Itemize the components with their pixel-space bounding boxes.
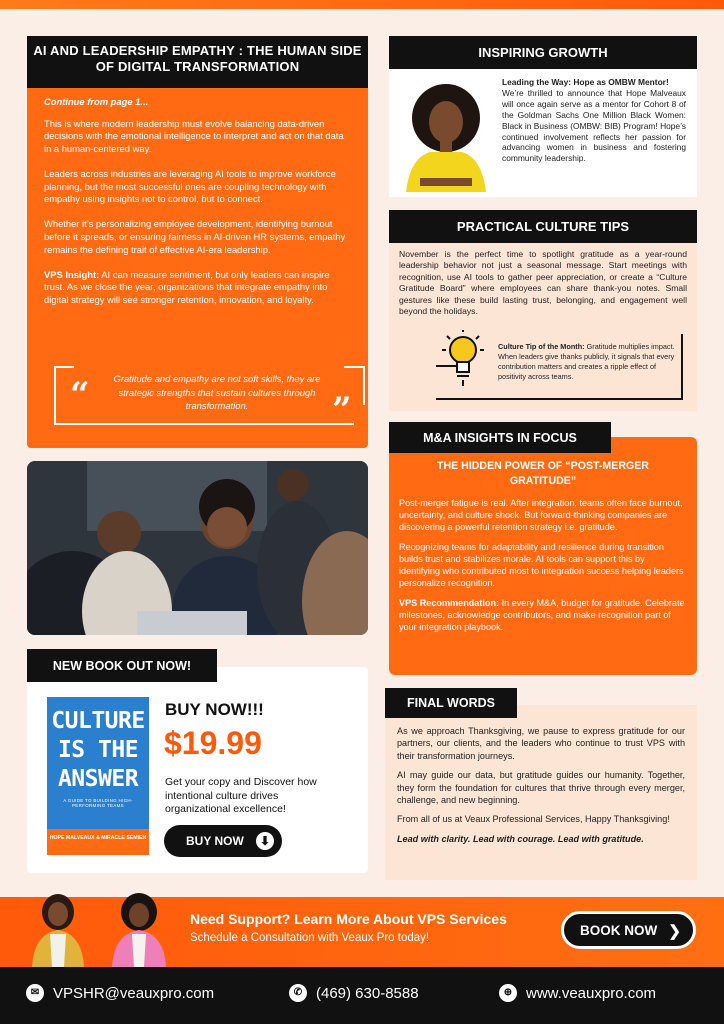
mna-header: M&A INSIGHTS IN FOCUS [389, 422, 611, 453]
buy-now-button[interactable] [164, 825, 282, 857]
tip-text: Gratitude multiplies impact. When leaders give thanks publicly, it signals that every contribution matters and creates a ripple effect of positivity across teams. [498, 342, 675, 381]
cover-title-line: ANSWER [57, 766, 139, 792]
support-headline: Need Support? Learn More About VPS Services [190, 911, 507, 927]
insight-label: VPS Insight: [44, 268, 100, 280]
buy-now-button-label: BUY NOW [186, 834, 244, 848]
final-words-body [397, 725, 685, 852]
cover-title [47, 707, 149, 794]
article-insight [44, 269, 352, 307]
email-text: VPSHR@veauxpro.com [53, 984, 215, 1002]
book-header: NEW BOOK OUT NOW! [27, 649, 217, 682]
tip-of-month [498, 342, 676, 382]
tips-body: November is the perfect time to spotlight gratitude as a year-round leadership behavior not just a seasonal message. Start meetings with recognition, use AI tools to gather peer appreciation, or create a “Culture Gratitude Board” where employees can share thank-you notes. Small gestures like these build lasting trust, belonging, and engagement well beyond the holidays. [399, 249, 687, 317]
article-card [27, 36, 368, 448]
phone-icon: ✆ [289, 984, 307, 1002]
book-price: $19.99 [164, 725, 262, 761]
final-words-header: FINAL WORDS [385, 688, 517, 718]
recommendation-label: VPS Recommendation: [399, 598, 500, 608]
pull-quote: Gratitude and empathy are not soft skills, they are strategic strengths that sustain cultures through transformation. [113, 373, 321, 411]
continued-note: Continue from page 1... [44, 96, 149, 107]
quote-close-icon: ” [332, 390, 352, 430]
mna-body [399, 497, 687, 641]
download-icon: ⬇ [256, 832, 274, 850]
final-paragraph: AI may guide our data, but gratitude guides our humanity. Together, they form the foundation for cultures that thrive through every merger, challenge, and new beginning. [397, 770, 685, 806]
growth-body: We’re thrilled to announce that Hope Malveaux will once again serve as a mentor for Cohort 8 of the Goldman Sachs One Million Black Women: Black in Business (OMBW: BIB) Program! Hope’s continued involvement reflects her passion for advancing women in business and fostering community leadership. [502, 87, 686, 164]
website-text: www.veauxpro.com [526, 984, 657, 1002]
support-subline: Schedule a Consultation with Veaux Pro today! [190, 932, 430, 944]
article-paragraph: Whether it’s personalizing employee development, identifying burnout before it spreads, or ensuring fairness in AI-driven HR systems, empathy remains the defining trait of effective AI-era leadership. [44, 218, 346, 255]
tip-label: Culture Tip of the Month: [498, 342, 585, 351]
chevron-right-icon: ❯ [668, 923, 681, 940]
mentor-portrait [400, 78, 491, 192]
cover-subtitle: A GUIDE TO BUILDING HIGH-PERFORMING TEAMS [63, 798, 133, 808]
cover-authors: HOPE MALVEAUX & MIRACLE SEMIEN [47, 829, 149, 855]
footer-website[interactable] [499, 984, 656, 1002]
footer [0, 967, 724, 1024]
growth-header: INSPIRING GROWTH [389, 36, 697, 69]
recommendation-text: In every M&A, budget for gratitude. Celebrate milestones, acknowledge contributors, and make recognition part of your integration playbook. [399, 598, 685, 632]
article-paragraph: This is where modern leadership must evolve balancing data-driven decisions with the emotional intelligence to interpret and act on that data in a human-centered way. [44, 117, 344, 154]
tips-header: PRACTICAL CULTURE TIPS [389, 210, 697, 243]
mna-recommendation [399, 597, 687, 633]
growth-subtitle: Leading the Way: Hope as OMBW Mentor! [502, 77, 669, 87]
footer-phone[interactable] [289, 984, 419, 1002]
mna-paragraph: Recognizing teams for adaptability and resilience during transition builds trust and stabilizes morale. AI tools can support this by identifying who contributed most to integration success helping leaders personalize recognition. [399, 542, 684, 588]
closing-line: Lead with clarity. Lead with courage. Lead with gratitude. [397, 833, 644, 844]
article-paragraph: Leaders across industries are leveraging AI tools to improve workforce planning, but the most successful ones are coupling technology with empathy using insights not to control, but to connect. [44, 167, 336, 205]
article-title: AI AND LEADERSHIP EMPATHY : THE HUMAN SIDE OF DIGITAL TRANSFORMATION [27, 36, 368, 88]
quote-open-icon: “ [70, 375, 90, 415]
top-accent-bar [0, 0, 724, 9]
consultant-photo [28, 892, 88, 967]
book-now-label: BOOK NOW [580, 922, 658, 938]
team-meeting-photo [27, 461, 368, 635]
consultant-photo [108, 892, 170, 967]
cover-title-line: CULTURE [51, 708, 145, 734]
final-paragraph: As we approach Thanksgiving, we pause to express gratitude for our partners, our clients, and the leaders who continue to trust VPS with their transformation journeys. [397, 726, 685, 761]
quote-box [54, 365, 366, 430]
footer-email[interactable] [26, 984, 214, 1002]
book-description: Get your copy and Discover how intentional culture drives organizational excellence! [165, 776, 317, 815]
mna-subheader: THE HIDDEN POWER OF “POST-MERGER GRATITUDE” [437, 460, 649, 487]
email-icon: ✉ [26, 984, 44, 1002]
lightbulb-icon [436, 330, 486, 386]
mna-paragraph: Post-merger fatigue is real. After integration, teams often face burnout, uncertainty, and culture shock. But forward-thinking companies are discovering a powerful retention strategy i.e. gratitude. [399, 498, 683, 532]
buy-now-label: BUY NOW!!! [165, 700, 264, 719]
phone-text: (469) 630-8588 [316, 984, 419, 1002]
book-cover[interactable] [47, 697, 149, 855]
book-now-button[interactable] [561, 911, 696, 949]
article-body [44, 96, 352, 319]
final-paragraph: From all of us at Veaux Professional Services, Happy Thanksgiving! [397, 814, 670, 825]
insight-text: AI can measure sentiment, but only leaders can inspire trust. As we close the year, organizations that integrate empathy into digital strategy will see stronger retention, innovation, and loyalty. [44, 268, 330, 305]
growth-text [502, 77, 686, 164]
cover-title-line: IS THE [57, 737, 139, 763]
globe-icon: ⊕ [499, 984, 517, 1002]
